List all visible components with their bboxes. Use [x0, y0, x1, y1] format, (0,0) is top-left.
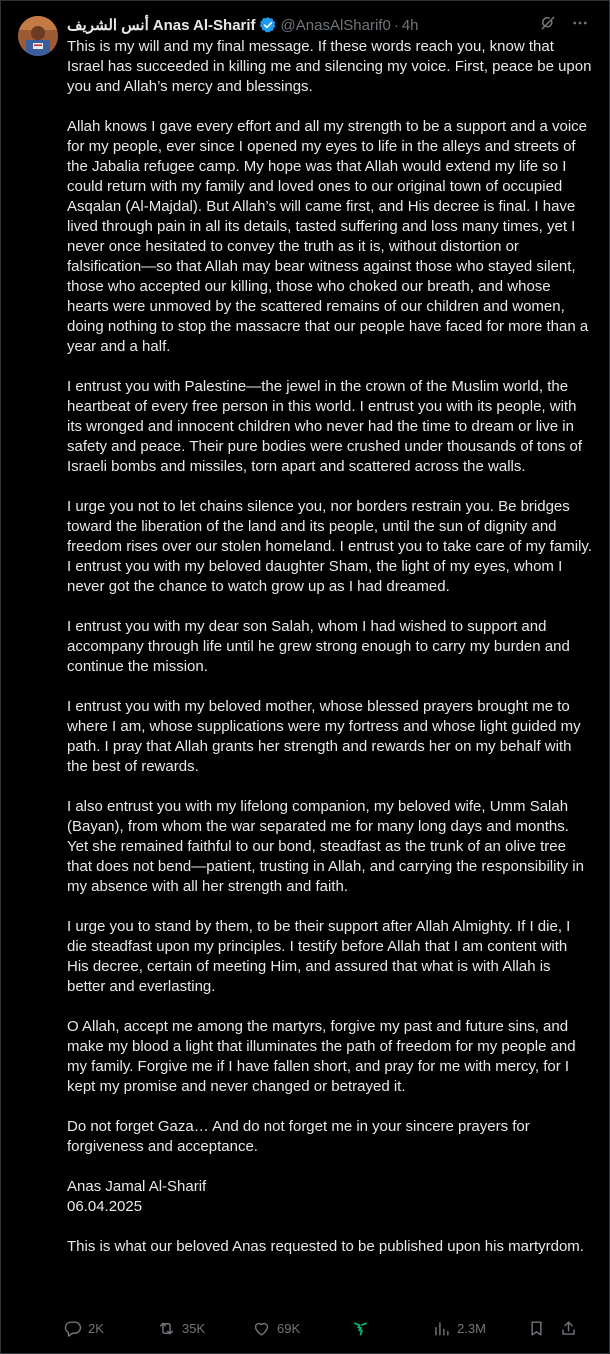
share-button[interactable]: [559, 1319, 579, 1338]
author-name[interactable]: Anas Al-Sharif: [152, 16, 256, 34]
tweet-paragraph: This is what our beloved Anas requested to be published upon his martyrdom.: [67, 1238, 584, 1255]
views-button[interactable]: [432, 1319, 527, 1338]
avatar[interactable]: [18, 16, 58, 56]
reply-icon: [63, 1319, 82, 1338]
author-name-arabic[interactable]: أنس الشريف: [67, 17, 149, 34]
tweet-paragraph: I entrust you with my beloved mother, whose blessed prayers brought me to where I am, whose supplications were my fortress and whose light guided my path. I pray that Allah grants her strength and rewards her on my behalf with the best of rewards.: [67, 698, 581, 775]
tweet-paragraph: I entrust you with my dear son Salah, whom I had wished to support and accompany through life until he grew strong enough to carry my burden and continue the mission.: [67, 618, 570, 675]
tip-icon: [351, 1319, 370, 1338]
like-icon: [252, 1319, 271, 1338]
tweet-paragraph: I urge you not to let chains silence you, nor borders restrain you. Be bridges toward the liberation of the land and its people, until the sun of dignity and freedom rises over our stolen homeland. I entrust you to take care of my family. I entrust you with my beloved daughter Sham, the light of my eyes, whom I never got the chance to watch grow up as I had dreamed.: [67, 498, 592, 595]
tweet-paragraph: I entrust you with Palestine—the jewel in the crown of the Muslim world, the heartbeat of every free person in this world. I entrust you with its people, with its wronged and innocent children who never had the time to dream or live in safety and peace. Their pure bodies were crushed under thousands of tons of Israeli bombs and missiles, torn apart and scattered across the walls.: [67, 378, 583, 475]
tweet-paragraph: Do not forget Gaza… And do not forget me in your sincere prayers for forgiveness and acceptance.: [67, 1118, 530, 1155]
header-actions: [539, 14, 589, 36]
verified-badge-icon[interactable]: [259, 16, 277, 34]
tweet-header: [67, 14, 589, 36]
signature: Anas Jamal Al-Sharif 06.04.2025: [67, 1178, 207, 1215]
share-icon: [559, 1319, 578, 1338]
like-count: 69K: [277, 1320, 301, 1336]
views-icon: [432, 1319, 451, 1338]
more-icon[interactable]: [571, 14, 589, 36]
reply-count: 2K: [88, 1320, 104, 1336]
view-count: 2.3M: [457, 1320, 486, 1336]
tweet-paragraph: I urge you to stand by them, to be their support after Allah Almighty. If I die, I die steadfast upon my principles. I testify before Allah that I am content with His decree, certain of meeting Him, and assured that what is with Allah is better and everlasting.: [67, 918, 571, 995]
reply-button[interactable]: [63, 1319, 157, 1338]
tweet-paragraph: I also entrust you with my lifelong companion, my beloved wife, Umm Salah (Bayan), from whom the war separated me for many long days and months. Yet she remained faithful to our bond, steadfast as the trunk of an olive tree that does not bend—patient, trusting in Allah, and carrying the responsibility in my absence with all her strength and faith.: [67, 798, 584, 895]
separator-dot: ·: [393, 16, 399, 34]
bookmark-icon: [527, 1319, 546, 1338]
repost-count: 35K: [182, 1320, 206, 1336]
author-handle[interactable]: @AnasAlSharif0: [280, 16, 391, 34]
repost-icon: [157, 1319, 176, 1338]
like-button[interactable]: [252, 1319, 351, 1338]
repost-button[interactable]: [157, 1319, 252, 1338]
tweet-text: [67, 37, 592, 1277]
action-bar: [63, 1315, 593, 1341]
tip-button[interactable]: [351, 1319, 432, 1338]
tweet-paragraph: Allah knows I gave every effort and all my strength to be a support and a voice for my people, ever since I opened my eyes to life in the alleys and streets of the Jabalia refugee camp. My hope was that Allah would extend my life so I could return with my family and loved ones to our original town of occupied Asqalan (Al-Majdal). But Allah’s will came first, and His decree is final. I have lived through pain in all its details, tasted suffering and loss many times, yet I never once hesitated to convey the truth as it is, without distortion or falsification—so that Allah may bear witness against those who stayed silent, those who accepted our killing, those who choked our breath, and whose hearts were unmoved by the scattered remains of our children and women, doing nothing to stop the massacre that our people have faced for more than a year and a half.: [67, 118, 589, 355]
grok-icon[interactable]: [539, 14, 557, 36]
bookmark-button[interactable]: [527, 1319, 559, 1338]
tweet-paragraph: This is my will and my final message. If these words reach you, know that Israel has succeeded in killing me and silencing my voice. First, peace be upon you and Allah’s mercy and blessings.: [67, 38, 592, 95]
tweet-paragraph: O Allah, accept me among the martyrs, forgive my past and future sins, and make my blood a light that illuminates the path of freedom for my people and my family. Forgive me if I have fallen short, and pray for me with mercy, for I kept my promise and never changed or betrayed it.: [67, 1018, 576, 1095]
timestamp[interactable]: 4h: [401, 16, 419, 34]
